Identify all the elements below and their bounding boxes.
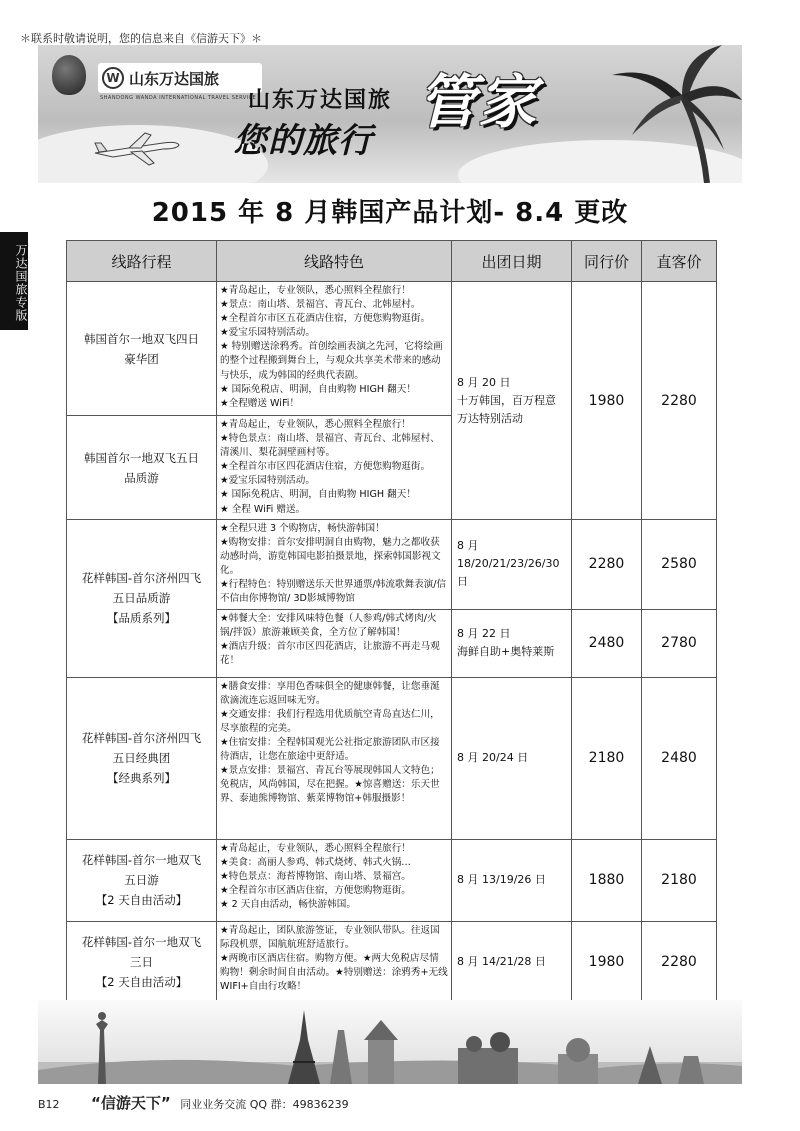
date-cell: 8 月 22 日 海鲜自助+奥特莱斯 [452, 609, 572, 677]
retail-price: 2780 [642, 609, 717, 677]
route-cell: 花样韩国-首尔济州四飞 五日品质游 【品质系列】 [67, 520, 217, 678]
date-cell: 8 月 14/21/28 日 [452, 921, 572, 1003]
trade-price: 1980 [572, 921, 642, 1003]
date-cell: 8 月 20 日 十万韩国，百万程意万达特别活动 [452, 282, 572, 520]
page-title: 2015 年 8 月韩国产品计划- 8.4 更改 [151, 198, 629, 228]
retail-price: 2480 [642, 677, 717, 839]
route-cell: 花样韩国-首尔济州四飞 五日经典团 【经典系列】 [67, 677, 217, 839]
airplane-icon [93, 131, 183, 167]
top-note: ＊联系时敬请说明，您的信息来自《信游天下》＊ [20, 32, 262, 45]
retail-price: 2280 [642, 921, 717, 1003]
features-cell: ★青岛起止，团队旅游签证，专业领队带队。往返国际段机票，国航航班舒适旅行。 ★两晚市区酒店住宿。购物方便。★两大免税店尽情购物！剩余时间自由活动。★特别赠送：涂鸦秀+无线 WIFI+自由行攻略！ [217, 921, 452, 1003]
features-cell: ★青岛起止，专业领队，悉心照料全程旅行！ ★特色景点：南山塔、景福宫、青瓦台、北韩屋村、清溪川、梨花洞壁画村等。 ★全程首尔市区四花酒店住宿，方便您购物逛街。 ★爱宝乐园特别活动。 ★ 国际免税店、明洞，自由购物 HIGH 翻天！ ★ 全程 WiFi 赠送。 [217, 416, 452, 520]
footer-contact: 同业业务交流 QQ 群：49836239 [180, 1098, 349, 1111]
side-tab: 万达国旅专版 [0, 232, 28, 330]
features-cell: ★韩餐大全：安排风味特色餐（人参鸡/韩式烤肉/火锅/拌饭）旅游兼顾美食，全方位了解韩国！ ★酒店升级：首尔市区四花酒店，让旅游不再走马观花！ [217, 609, 452, 677]
features-cell: ★青岛起止，专业领队，悉心照料全程旅行！ ★景点：南山塔、景福宫、青瓦台、北韩屋村。 ★全程首尔市区五花酒店住宿，方便您购物逛街。 ★爱宝乐园特别活动。 ★ 特别赠送涂鸦秀。首创绘画表演之先河，它将绘画的整个过程搬到舞台上，与观众共享美术带来的感动与快乐，成为韩国的经典代表剧。 ★ 国际免税店、明洞，自由购物 HIGH 翻天！ ★全程赠送 WiFi！ [217, 282, 452, 416]
header-features: 线路特色 [217, 241, 452, 282]
banner-slogan-line2: 您的旅行 [233, 121, 373, 161]
trade-price: 1880 [572, 839, 642, 921]
landmarks-illustration [38, 1000, 742, 1084]
company-logo [98, 63, 262, 93]
page-number: B12 [38, 1098, 60, 1111]
footer [38, 1092, 349, 1113]
banner-slogan-big: 管家 [418, 68, 539, 136]
trade-price: 2180 [572, 677, 642, 839]
trade-price: 2280 [572, 520, 642, 610]
retail-price: 2180 [642, 839, 717, 921]
trade-price: 1980 [572, 282, 642, 520]
table-row [67, 677, 717, 839]
header-trade-price: 同行价 [572, 241, 642, 282]
trade-price: 2480 [572, 609, 642, 677]
header-date: 出团日期 [452, 241, 572, 282]
company-name-en: SHANDONG WANDA INTERNATIONAL TRAVEL SERVICE [100, 95, 257, 101]
header-route: 线路行程 [67, 241, 217, 282]
table-row [67, 921, 717, 1003]
route-cell: 花样韩国-首尔一地双飞 三日 【2 天自由活动】 [67, 921, 217, 1003]
route-cell: 花样韩国-首尔一地双飞 五日游 【2 天自由活动】 [67, 839, 217, 921]
retail-price: 2280 [642, 282, 717, 520]
table-row [67, 520, 717, 610]
header-retail-price: 直客价 [642, 241, 717, 282]
company-name: 山东万达国旅 [129, 69, 220, 88]
palm-tree-icon [612, 45, 742, 183]
features-cell: ★全程只进 3 个购物店，畅快游韩国！ ★购物安排：首尔安排明洞自由购物，魅力之都收获动感时尚，游览韩国电影拍摄景地，探索韩国影视文化。 ★行程特色：特别赠送乐天世界通票/韩流歌舞表演/信不信由你博物馆/ 3D影城博物馆 [217, 520, 452, 610]
table-row [67, 839, 717, 921]
date-cell: 8 月 20/24 日 [452, 677, 572, 839]
table-row [67, 282, 717, 416]
landmarks-banner [38, 1000, 742, 1084]
footer-slogan: “信游天下” [91, 1094, 171, 1112]
banner-slogan-line1: 山东万达国旅 [248, 88, 393, 113]
balloon-icon [52, 55, 86, 95]
features-cell: ★青岛起止，专业领队，悉心照料全程旅行！ ★美食：高丽人参鸡、韩式烧烤、韩式火锅… ★特色景点：海苔博物馆、南山塔、景福宫。 ★全程首尔市区酒店住宿，方便您购物逛街。 ★ 2 天自由活动，畅快游韩国。 [217, 839, 452, 921]
features-cell: ★膳食安排：享用色香味俱全的健康韩餐，让您垂涎欲滴流连忘返回味无穷。 ★交通安排：我们行程选用优质航空青岛直达仁川，尽享旅程的完美。 ★住宿安排：全程韩国观光公社指定旅游团队市区接待酒店，让您在旅途中更舒适。 ★景点安排：景福宫、青瓦台等展现韩国人文特色；免税店，风尚韩国，尽在把握。★惊喜赠送：乐天世界、泰迪熊博物馆、紫菜博物馆+韩服摄影！ [217, 677, 452, 839]
date-cell: 8 月 13/19/26 日 [452, 839, 572, 921]
date-cell: 8 月 18/20/21/23/26/30 日 [452, 520, 572, 610]
retail-price: 2580 [642, 520, 717, 610]
product-table [66, 240, 717, 1004]
route-cell: 韩国首尔一地双飞五日 品质游 [67, 416, 217, 520]
table-header-row [67, 241, 717, 282]
logo-mark-icon: W [102, 67, 124, 89]
header-banner [38, 45, 742, 183]
route-cell: 韩国首尔一地双飞四日 豪华团 [67, 282, 217, 416]
